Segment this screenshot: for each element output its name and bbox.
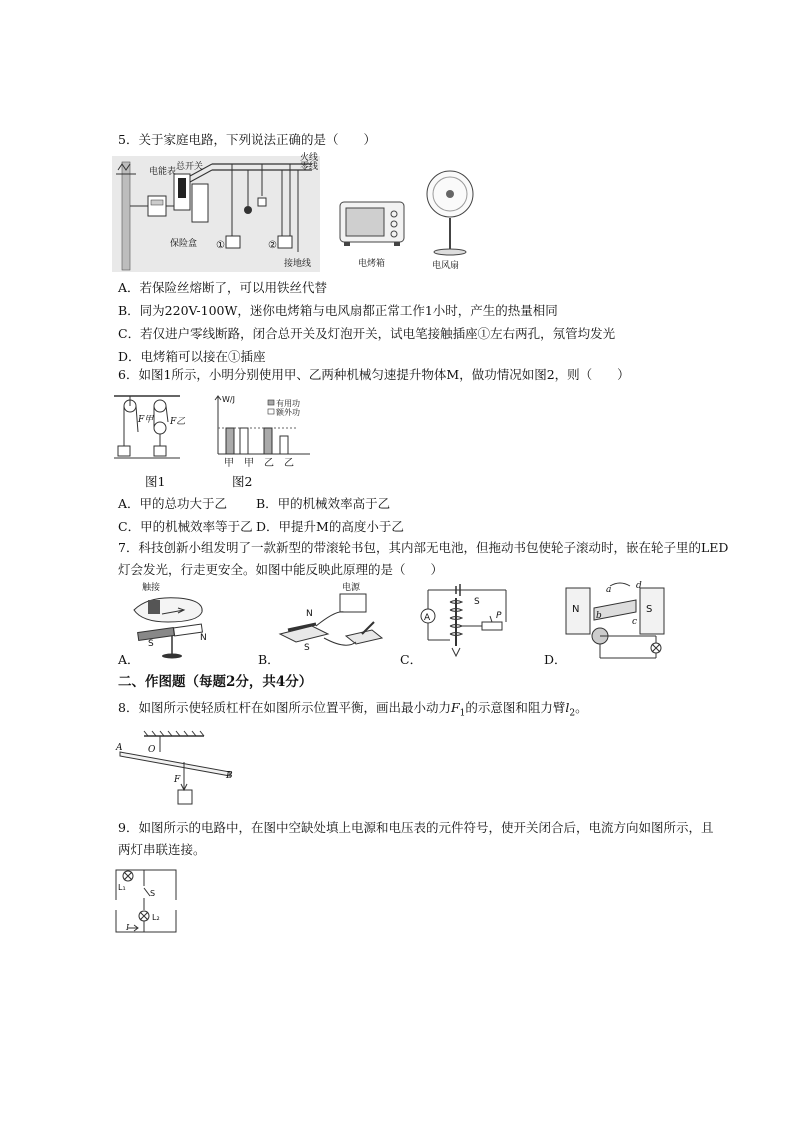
main-switch-label: 总开关 bbox=[176, 162, 204, 172]
q7-fig-b bbox=[276, 580, 386, 662]
fig-a-s-label: S bbox=[148, 639, 154, 649]
fig-b-power-label: 电源 bbox=[342, 583, 361, 593]
fig-d-b-label: b bbox=[596, 611, 602, 621]
x-label-2: 甲 bbox=[244, 458, 254, 469]
fig-a-contact-label: 触接 bbox=[142, 583, 161, 593]
q6-option-a: A．甲的总功大于乙 bbox=[118, 496, 228, 511]
q8-stem-start: 8．如图所示使轻质杠杆在如图所示位置平衡，画出最小动力 bbox=[118, 700, 451, 715]
q6-option-d: D．甲提升M的高度小于乙 bbox=[256, 519, 404, 534]
l2-subscript: 2 bbox=[569, 708, 576, 719]
q5-circuit-figure bbox=[112, 153, 320, 272]
fig-c-p-label: P bbox=[496, 611, 502, 621]
q5-option-d: D．电烤箱可以接在①插座 bbox=[118, 349, 266, 364]
q9-stem-line1: 9．如图所示的电路中，在图中空缺处填上电源和电压表的元件符号，使开关闭合后，电流方向如图所示，且 bbox=[118, 820, 714, 835]
lever-f-label: F bbox=[174, 775, 181, 785]
q7-label-b: B． bbox=[258, 652, 280, 667]
x-label-4: 乙 bbox=[284, 458, 294, 469]
fan-figure bbox=[420, 168, 480, 271]
meter-label: 电能表 bbox=[149, 167, 177, 177]
q8-stem bbox=[118, 700, 588, 722]
fig-d-d-label: d bbox=[636, 581, 642, 591]
q5-option-a: A．若保险丝熔断了，可以用铁丝代替 bbox=[118, 280, 328, 295]
q6-stem: 6．如图1所示，小明分别使用甲、乙两种机械匀速提升物体M，做功情况如图2，则（ ） bbox=[118, 367, 630, 382]
q7-fig-d bbox=[560, 578, 676, 662]
q7-fig-a bbox=[128, 580, 218, 662]
f-jia-label: F甲 bbox=[138, 415, 154, 425]
fig-d-s-label: S bbox=[646, 604, 653, 615]
fig-d-n-label: N bbox=[572, 604, 580, 615]
oven-label: 电烤箱 bbox=[358, 259, 386, 269]
q6-fig2-work-chart bbox=[210, 394, 320, 469]
q5-stem: 5．关于家庭电路，下列说法正确的是（ ） bbox=[118, 132, 376, 147]
q9-circuit-figure bbox=[112, 866, 182, 938]
q6-fig1-pulleys bbox=[112, 392, 186, 462]
fuse-box-label: 保险盒 bbox=[170, 239, 198, 249]
f1-symbol: F bbox=[450, 700, 460, 715]
fig-b-s-label: S bbox=[304, 643, 310, 653]
lever-a-label: A bbox=[116, 743, 123, 753]
q9-stem-line2: 两灯串联连接。 bbox=[118, 842, 206, 857]
l2-symbol: l bbox=[565, 700, 570, 715]
section-2-heading: 二、作图题（每题2分，共4分） bbox=[118, 674, 313, 690]
live-wire-label: 火线 bbox=[300, 153, 319, 163]
f1-subscript: 1 bbox=[459, 708, 466, 719]
f-yi-label: F乙 bbox=[170, 417, 186, 427]
oven-figure bbox=[336, 194, 408, 269]
legend-extra-work: 额外功 bbox=[276, 408, 300, 417]
fig-c-s-label: S bbox=[474, 597, 480, 607]
q7-fig-c bbox=[416, 582, 512, 664]
legend-useful-work: 有用功 bbox=[276, 399, 300, 408]
q7-stem-line2: 灯会发光，行走更安全。如图中能反映此原理的是（ ） bbox=[118, 562, 444, 577]
q7-stem-line1: 7．科技创新小组发明了一款新型的带滚轮书包，其内部无电池，但拖动书包使轮子滚动时，嵌在轮子里的LED bbox=[118, 540, 729, 555]
q6-option-b: B．甲的机械效率高于乙 bbox=[256, 496, 391, 511]
fig-d-c-label: c bbox=[632, 617, 638, 627]
q5-option-c: C．若仅进户零线断路，闭合总开关及灯泡开关，试电笔接触插座①左右两孔，氖管均发光 bbox=[118, 326, 616, 341]
current-i-label: I bbox=[126, 923, 130, 932]
fig2-caption: 图2 bbox=[232, 474, 253, 489]
fig-d-a-label: a bbox=[606, 585, 612, 595]
x-label-1: 甲 bbox=[224, 458, 234, 469]
ground-wire-label: 接地线 bbox=[284, 259, 312, 269]
lamp-l1-label: L₁ bbox=[118, 883, 126, 892]
q8-lever-figure bbox=[114, 730, 244, 812]
lever-o-label: O bbox=[148, 745, 156, 755]
work-axis-label: W/J bbox=[222, 395, 235, 404]
q6-option-c: C．甲的机械效率等于乙 bbox=[118, 519, 253, 534]
q7-label-c: C． bbox=[400, 652, 423, 667]
lever-b-label: B bbox=[226, 771, 233, 781]
q7-label-a: A． bbox=[118, 652, 140, 667]
q7-label-d: D． bbox=[544, 652, 567, 667]
q8-stem-mid: 的示意图和阻力臂 bbox=[465, 700, 566, 715]
fig-b-n-label: N bbox=[306, 609, 313, 619]
lamp-l2-label: L₂ bbox=[152, 913, 160, 922]
socket-1-label: ① bbox=[216, 240, 225, 251]
fan-label: 电风扇 bbox=[432, 261, 460, 271]
fig-c-ammeter-label: A bbox=[424, 613, 431, 623]
switch-s-label: S bbox=[150, 889, 156, 898]
fig-a-n-label: N bbox=[200, 633, 207, 643]
q5-option-b: B．同为220V-100W，迷你电烤箱与电风扇都正常工作1小时，产生的热量相同 bbox=[118, 303, 558, 318]
fig1-caption: 图1 bbox=[145, 474, 166, 489]
x-label-3: 乙 bbox=[264, 458, 274, 469]
socket-2-label: ② bbox=[268, 240, 277, 251]
q8-stem-end: 。 bbox=[575, 700, 588, 715]
neutral-wire-label: 零线 bbox=[300, 162, 319, 172]
